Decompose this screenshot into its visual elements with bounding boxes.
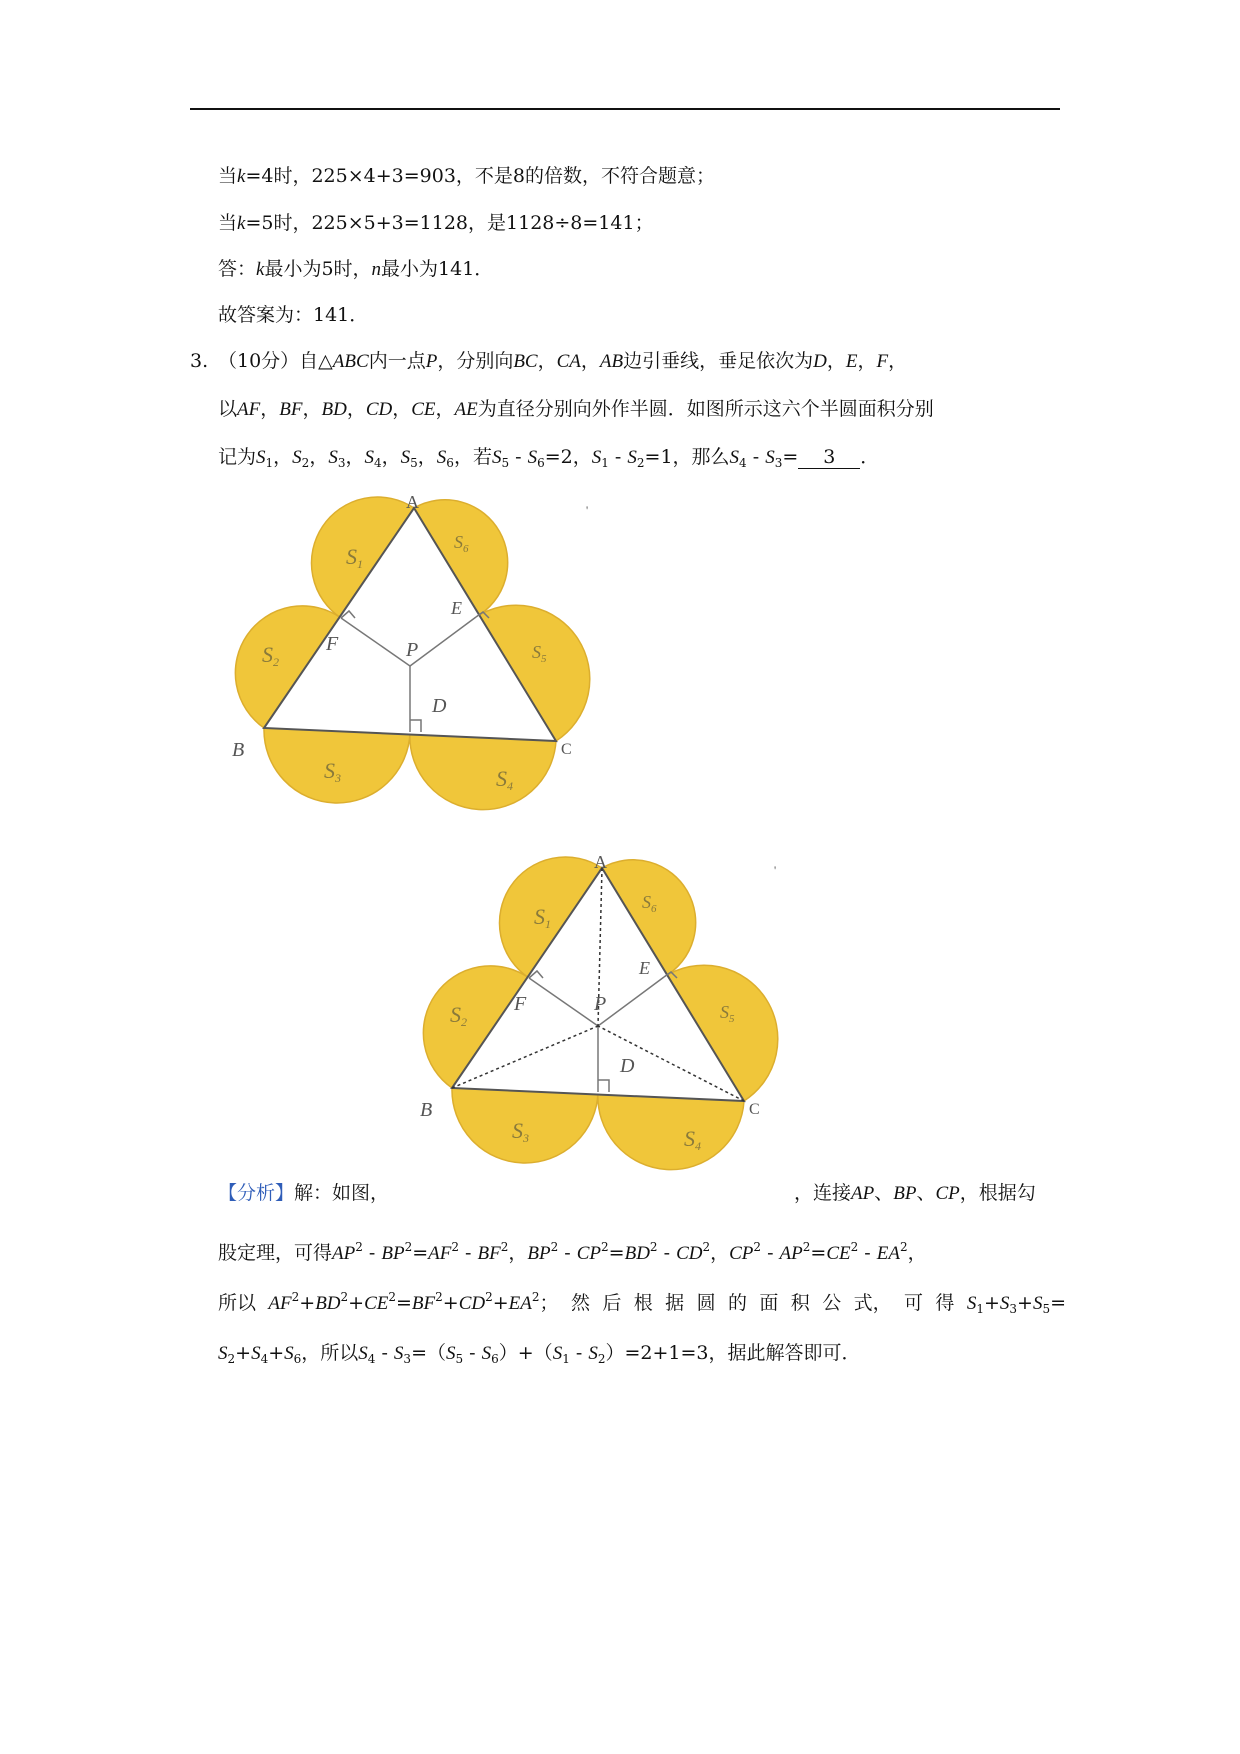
point-label-p: P (594, 993, 607, 1015)
analysis-line1-right: ，连接AP、BP、CP，根据勾 (794, 1182, 1036, 1204)
solution-answer-line: 答：k最小为5时，n最小为141． (218, 258, 494, 280)
problem-text-line1: （10分）自△ABC内一点P，分别向BC，CA，AB边引垂线，垂足依次为D，E，F， (218, 350, 908, 372)
vertex-label-b: B (232, 739, 245, 761)
problem-number: 3. (190, 350, 209, 372)
solution-line-k4: 当k=4时，225×4+3=903，不是8的倍数，不符合题意； (218, 165, 716, 187)
point-label-p: P (406, 639, 419, 661)
analysis-tag: 【分析】 (218, 1182, 295, 1204)
vertex-label-a: A (406, 496, 419, 512)
svg-text:': ' (774, 863, 777, 877)
area-label-s3: S3 (512, 1118, 529, 1145)
area-label-s1: S1 (346, 544, 363, 571)
point-label-f: F (326, 633, 339, 655)
point-label-e: E (639, 958, 650, 978)
area-label-s4: S4 (684, 1126, 701, 1153)
area-label-s3: S3 (324, 758, 341, 785)
vertex-label-c: C (749, 1101, 760, 1118)
analysis-line1-left: 【分析】解：如图， (218, 1182, 390, 1204)
problem-text-line3: 记为$S_1$，$S_2$，$S_3$，$S_4$，$S_5$，$S_6$，若$S_5 - S_6=2$，$S_1 - S_2=1$，那么$S_4 - S_3= 3$ ． (218, 446, 880, 470)
area-label-s1: S1 (534, 904, 551, 931)
problem-text-line2: 以AF，BF，BD，CD，CE，AE为直径分别向外作半圆．如图所示这六个半圆面积分别 (218, 398, 934, 420)
area-label-s6: $S_6$ (642, 892, 657, 915)
answer-blank: 3 (798, 446, 860, 469)
area-label-s5: $S_5$ (532, 642, 547, 665)
area-label-s6: $S_6$ (454, 532, 469, 555)
svg-text:': ' (586, 503, 589, 517)
area-label-s4: S4 (496, 766, 513, 793)
point-label-d: D (432, 695, 447, 717)
analysis-line2: 股定理，可得$AP^2 - BP^2=AF^2 - BF^2$，$BP^2 - CP^2=BD^2 - CD^2$，$CP^2 - AP^2=CE^2 - EA^2$， (218, 1240, 927, 1264)
area-label-s2: S2 (262, 642, 279, 669)
analysis-line4: $S_2+S_4+S_6$，所以$S_4 - S_3=(S_5 - S_6)+(S_1 - S_2)=2+1=3$，据此解答即可． (218, 1342, 861, 1366)
vertex-label-c: C (561, 741, 572, 758)
point-label-f: F (514, 993, 527, 1015)
area-label-s2: S2 (450, 1002, 467, 1029)
header-rule (190, 108, 1060, 110)
final-answer: 故答案为：141． (218, 304, 369, 326)
point-label-e: E (451, 598, 462, 618)
point-label-d: D (620, 1055, 635, 1077)
analysis-line3: 所以 $AF^2+BD^2+CE^2=BF^2+CD^2+EA^2$； 然 后 根 据 圆 的 面 积 公 式， 可 得 $S_1+S_3+S_5=$ (218, 1290, 1066, 1316)
solution-line-k5: 当k=5时，225×5+3=1128，是1128÷8=141； (218, 212, 654, 234)
figure-semicircles-2 (404, 856, 784, 1196)
area-label-s5: $S_5$ (720, 1002, 735, 1025)
figure-semicircles-1 (216, 496, 596, 836)
vertex-label-a: A (594, 856, 607, 872)
vertex-label-b: B (420, 1099, 433, 1121)
